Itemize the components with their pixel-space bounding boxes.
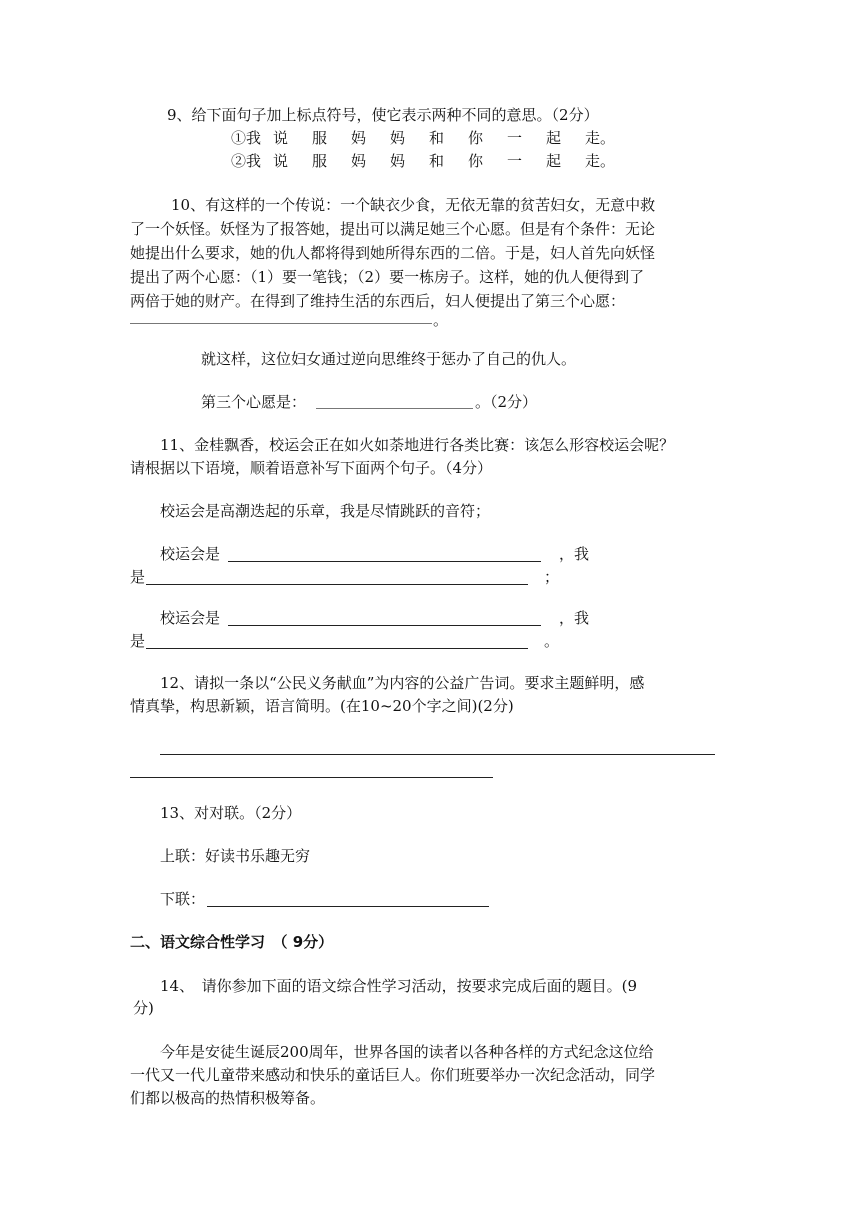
q11-line-1: 11、金桂飘香，校运会正在如火如荼地进行各类比赛：该怎么形容校运会呢？ xyxy=(160,436,675,454)
q9-sentence1-char: 服 xyxy=(312,129,328,147)
q9-sentence2-char: 说 xyxy=(273,152,289,170)
q11-line-2: 请根据以下语境，顺着语意补写下面两个句子。（4分） xyxy=(130,459,493,477)
q12-line-2: 情真挚，构思新颖，语言简明。(在10~20个字之间)(2分) xyxy=(130,697,514,715)
q10-third-wish-label: 第三个心愿是： xyxy=(201,393,307,411)
q9-sentence-2 xyxy=(231,150,624,172)
q10-answer-blank[interactable] xyxy=(130,323,432,324)
q11-fill2-mid: ，我 xyxy=(559,609,590,627)
q11-fill1-start: 校运会是 xyxy=(160,545,221,563)
q11-fill2-end: 。 xyxy=(544,632,560,650)
q9-sentence1-char: 说 xyxy=(273,129,289,147)
q9-sentence2-char: 和 xyxy=(429,152,445,170)
q13-prompt: 13、对对联。（2分） xyxy=(160,804,302,822)
q11-fill1-end: ； xyxy=(544,568,560,586)
q10-line-5: 两倍于她的财产。在得到了维持生活的东西后，妇人便提出了第三个心愿： xyxy=(130,292,626,310)
q10-line-2: 了一个妖怪。妖怪为了报答她，提出可以满足她三个心愿。但是有个条件：无论 xyxy=(130,220,656,238)
q14-line-2: 分) xyxy=(133,999,154,1017)
q14-para-line-2: 一代又一代儿童带来感动和快乐的童话巨人。你们班要举办一次纪念活动，同学 xyxy=(130,1066,656,1084)
q10-line-3: 她提出什么要求，她的仇人都将得到她所得东西的二倍。于是，妇人首先向妖怪 xyxy=(130,244,656,262)
q11-example: 校运会是高潮迭起的乐章，我是尽情跳跃的音符； xyxy=(160,502,491,520)
q10-line-4: 提出了两个心愿：（1）要一笔钱；（2）要一栋房子。这样，她的仇人便得到了 xyxy=(130,268,645,286)
q10-third-wish-end: 。（2分） xyxy=(475,393,538,411)
q11-fill1-blank-1[interactable] xyxy=(228,561,541,562)
q9-sentence1-char: 走。 xyxy=(585,129,616,147)
q11-fill2-blank-2[interactable] xyxy=(146,648,528,649)
q9-sentence1-char: ①我 xyxy=(231,129,262,147)
q9-sentence2-char: ②我 xyxy=(231,152,262,170)
q12-answer-blank-1[interactable] xyxy=(160,754,715,755)
q9-sentence2-char: 起 xyxy=(546,152,562,170)
q14-para-line-3: 们都以极高的热情积极筹备。 xyxy=(130,1089,326,1107)
q9-sentence1-char: 你 xyxy=(468,129,484,147)
q14-line-1: 14、 请你参加下面的语文综合性学习活动，按要求完成后面的题目。(9 xyxy=(160,977,637,995)
q12-line-1: 12、请拟一条以“公民义务献血”为内容的公益广告词。要求主题鲜明，感 xyxy=(160,674,645,692)
q9-sentence2-char: 妈 xyxy=(351,152,367,170)
q10-blank-end: 。 xyxy=(433,311,449,329)
section-2-heading: 二、语文综合性学习 （ 9分） xyxy=(130,933,334,951)
q9-sentence1-char: 一 xyxy=(507,129,523,147)
q9-sentence2-char: 走。 xyxy=(585,152,616,170)
q11-fill2-start: 校运会是 xyxy=(160,609,221,627)
q9-prompt: 9、给下面句子加上标点符号，使它表示两种不同的意思。（2分） xyxy=(167,106,599,124)
q9-sentence1-char: 妈 xyxy=(351,129,367,147)
q9-sentence1-char: 和 xyxy=(429,129,445,147)
q11-fill2-blank-1[interactable] xyxy=(228,625,541,626)
q13-lower-label: 下联： xyxy=(160,890,206,908)
q11-fill1-mid: ，我 xyxy=(559,545,590,563)
q13-lower-blank[interactable] xyxy=(207,906,489,907)
q9-sentence1-char: 起 xyxy=(546,129,562,147)
q9-sentence2-char: 妈 xyxy=(390,152,406,170)
q11-fill1-blank-2[interactable] xyxy=(146,584,528,585)
q9-sentence2-char: 你 xyxy=(468,152,484,170)
q14-para-line-1: 今年是安徒生诞辰200周年，世界各国的读者以各种各样的方式纪念这位给 xyxy=(160,1043,654,1061)
q9-sentence2-char: 服 xyxy=(312,152,328,170)
q9-sentence2-char: 一 xyxy=(507,152,523,170)
q11-fill1-line2: 是 xyxy=(130,568,146,586)
q9-sentence-1 xyxy=(231,127,624,149)
q11-fill2-line2: 是 xyxy=(130,632,146,650)
q10-third-wish-blank[interactable] xyxy=(316,408,473,409)
q10-result: 就这样，这位妇女通过逆向思维终于惩办了自己的仇人。 xyxy=(201,350,577,368)
q10-line-1: 10、有这样的一个传说：一个缺衣少食，无依无靠的贫苦妇女，无意中救 xyxy=(171,196,656,214)
q12-answer-blank-2[interactable] xyxy=(130,777,493,778)
q9-sentence1-char: 妈 xyxy=(390,129,406,147)
q13-upper-couplet: 上联：好读书乐趣无穷 xyxy=(160,847,311,865)
